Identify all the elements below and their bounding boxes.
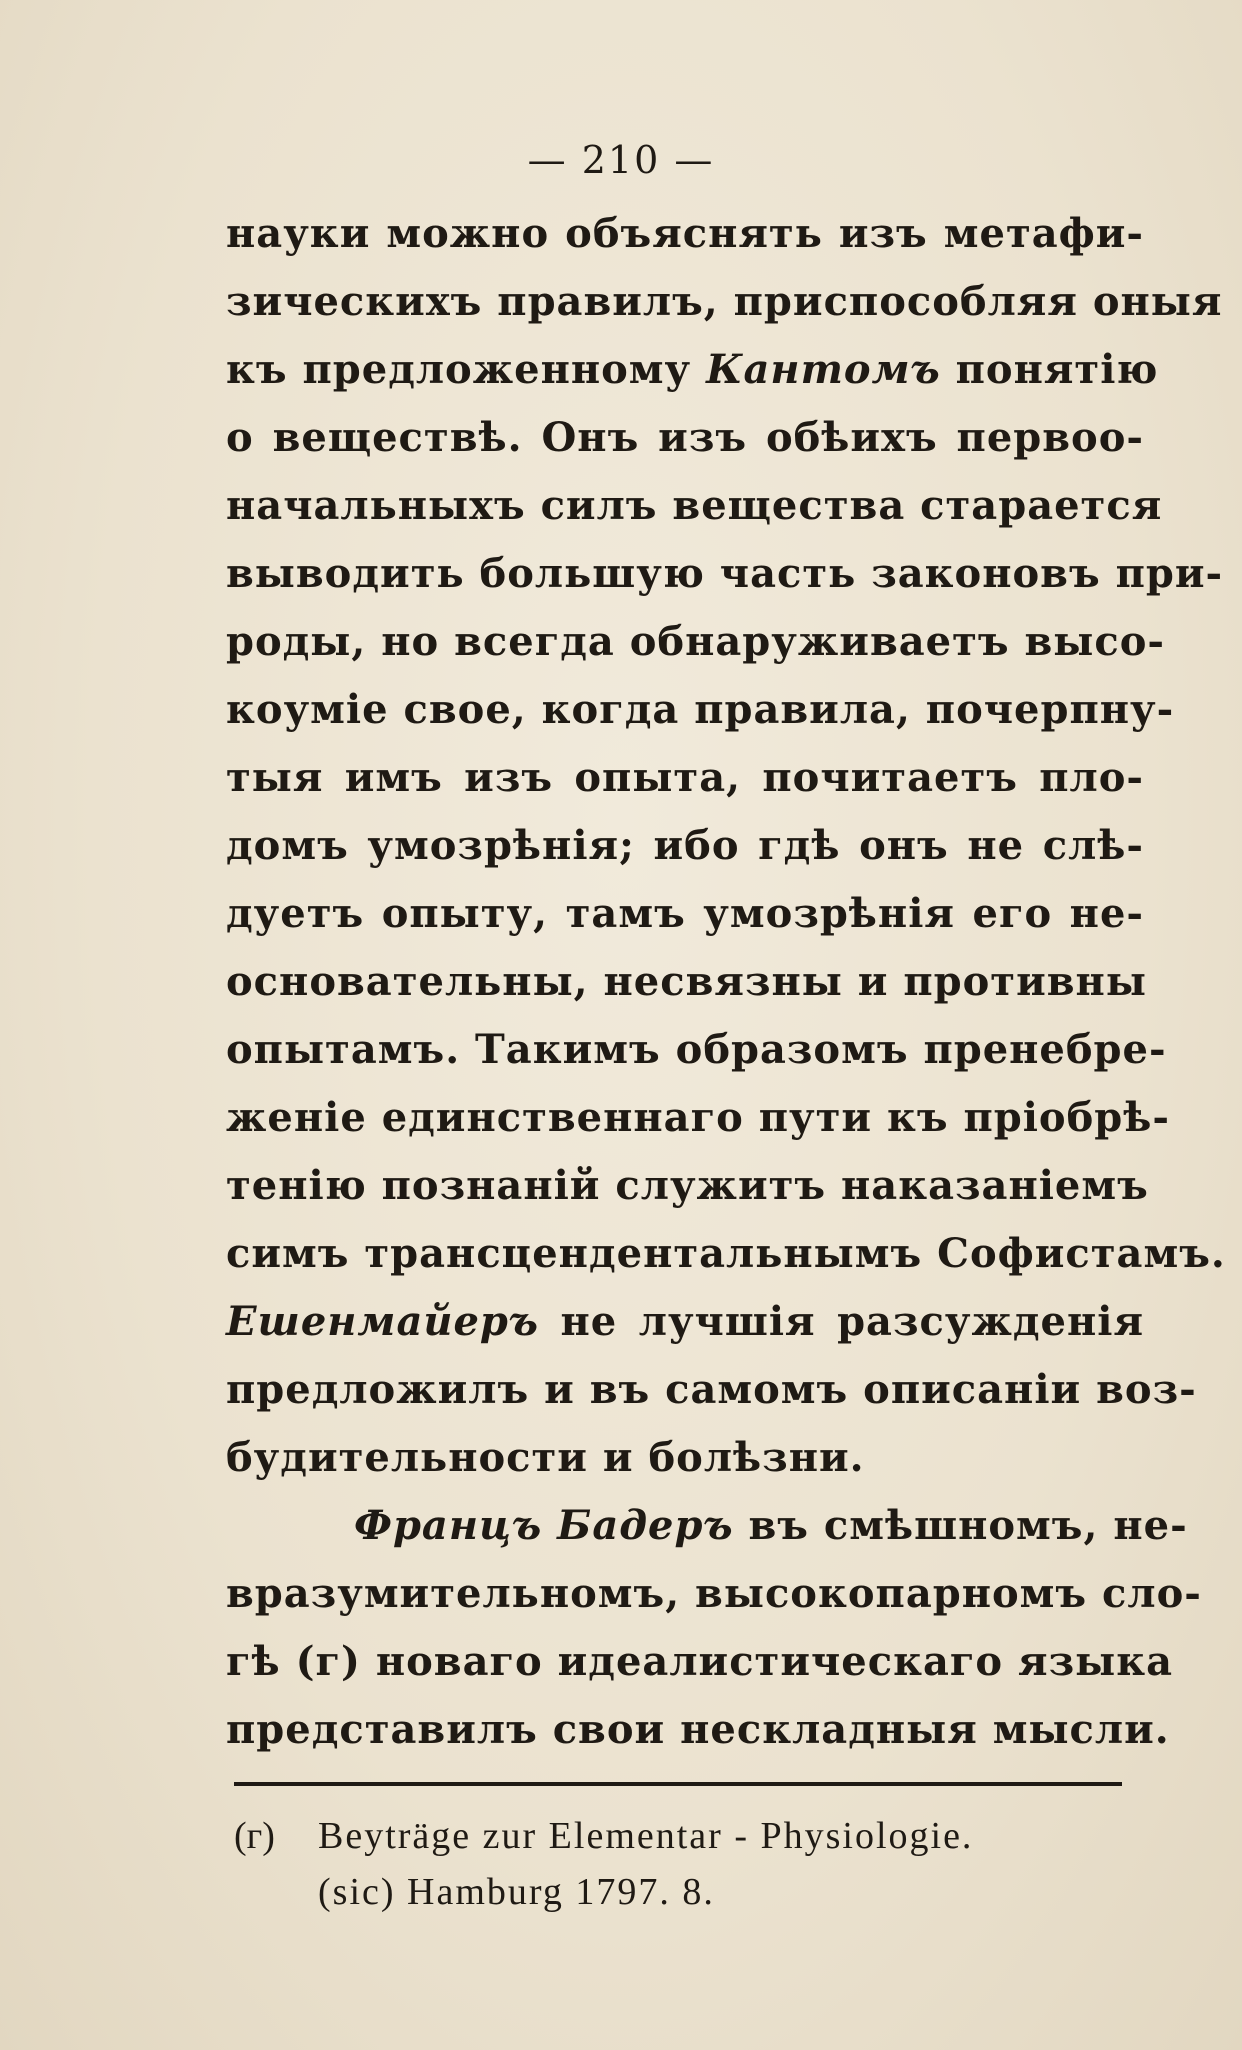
text-line: женіе единственнаго пути къ пріобрѣ-	[226, 1094, 1170, 1141]
text-line: дуетъ опыту, тамъ умозрѣнія его не-	[226, 890, 1144, 937]
text-line: симъ трансцендентальнымъ Софистамъ.	[226, 1230, 1226, 1277]
text-line: коуміе свое, когда правила, почерпну-	[226, 686, 1175, 733]
text-line: опытамъ. Такимъ образомъ пренебре-	[226, 1026, 1167, 1073]
text-line: домъ умозрѣнія; ибо гдѣ онъ не слѣ-	[226, 822, 1144, 869]
text-line: тенію познаній служитъ наказаніемъ	[226, 1162, 1149, 1209]
text-line: науки можно объяснять изъ метафи-	[226, 210, 1144, 257]
footnote-text: (sic) Hamburg 1797. 8.	[318, 1871, 715, 1913]
text-line: роды, но всегда обнаруживаетъ высо-	[226, 618, 1166, 665]
text-line: о веществѣ. Онъ изъ обѣихъ первоо-	[226, 414, 1144, 461]
text-line: къ предложенному Кантомъ понятію	[226, 346, 1159, 393]
footnote-text: Beyträge zur Elementar - Physiologie.	[318, 1815, 974, 1857]
text-line: зическихъ правилъ, приспособляя оныя	[226, 278, 1223, 325]
text-line: начальныхъ силъ вещества старается	[226, 482, 1163, 529]
author-name-kant: Кантомъ	[706, 346, 941, 393]
author-name-eschenmayer: Ешенмайеръ	[226, 1298, 539, 1345]
text-line: представилъ свои нескладныя мысли.	[226, 1706, 1170, 1753]
footnote	[234, 1808, 1144, 1920]
text-line: Францъ Бадеръ въ смѣшномъ, не-	[354, 1502, 1188, 1549]
footnote-line	[234, 1864, 1144, 1920]
text-line: предложилъ и въ самомъ описаніи воз-	[226, 1366, 1197, 1413]
text-line: выводить большую часть законовъ при-	[226, 550, 1224, 597]
text-line: основательны, несвязны и противны	[226, 958, 1147, 1005]
main-text	[226, 200, 1226, 1764]
text-line: Ешенмайеръ не лучшія разсужденія	[226, 1298, 1144, 1345]
footnote-marker: (г)	[234, 1815, 275, 1857]
footnote-line	[234, 1808, 1144, 1864]
page-number: — 210 —	[527, 138, 715, 182]
text-line: вразумительномъ, высокопарномъ сло-	[226, 1570, 1202, 1617]
text-line: будительности и болѣзни.	[226, 1434, 865, 1481]
footnote-divider	[234, 1782, 1122, 1786]
author-name-baader: Францъ Бадеръ	[354, 1502, 734, 1549]
text-line: тыя имъ изъ опыта, почитаетъ пло-	[226, 754, 1144, 801]
text-line: гѣ (г) новаго идеалистическаго языка	[226, 1638, 1173, 1685]
